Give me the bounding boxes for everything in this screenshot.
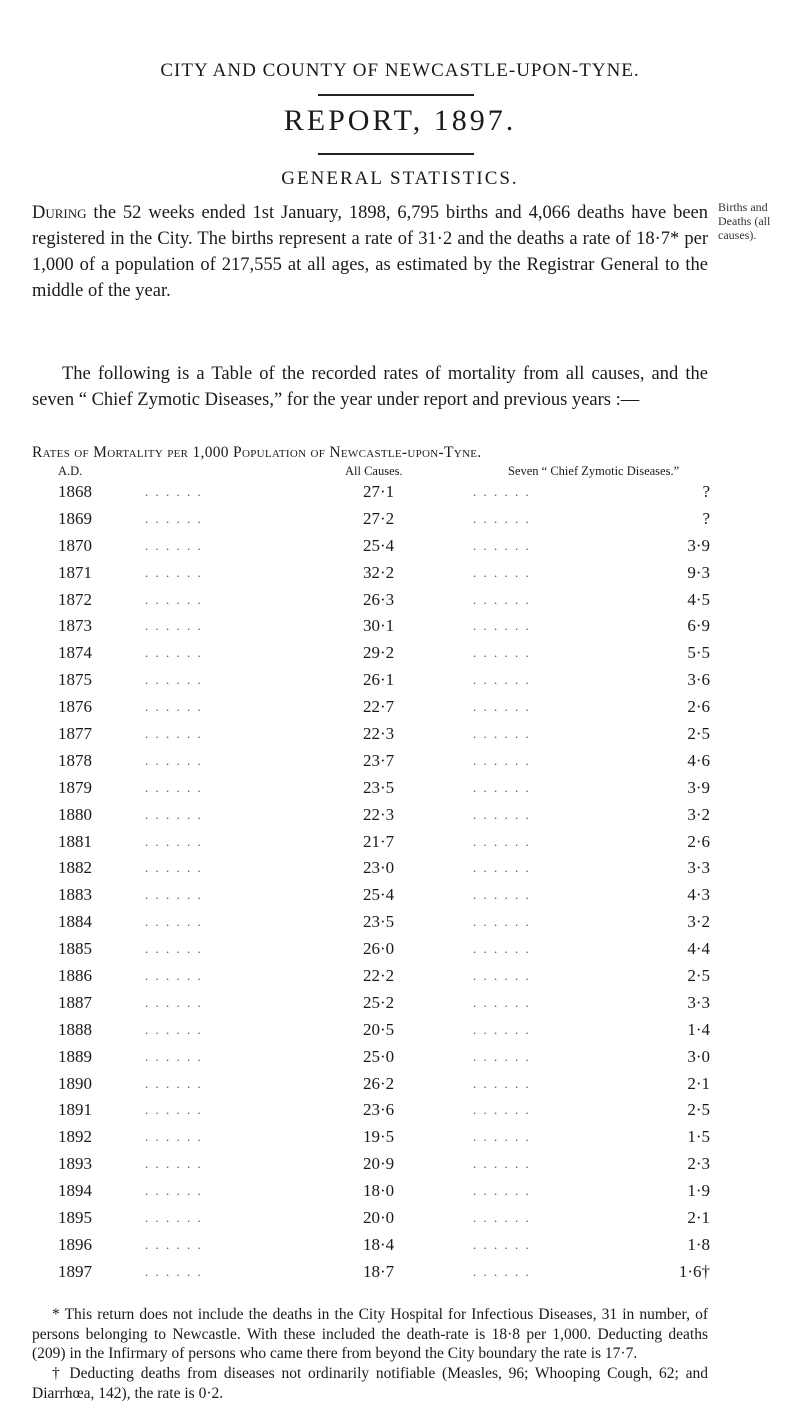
table-row: [0, 667, 800, 694]
leader-dots: . . . . . .: [145, 726, 203, 742]
leader-dots: . . . . . .: [145, 887, 203, 903]
all-causes-cell: 22·7: [363, 697, 395, 717]
zymotic-cell: 9·3: [687, 562, 710, 582]
year-cell: 1888: [58, 1019, 92, 1039]
leader-dots: . . . . . .: [473, 779, 531, 795]
title-rule-bottom: [318, 153, 474, 155]
year-cell: 1875: [58, 670, 92, 690]
table-row: [0, 802, 800, 829]
leader-dots: . . . . . .: [473, 1075, 531, 1091]
leader-dots: . . . . . .: [145, 1021, 203, 1037]
zymotic-cell: 1·8: [687, 1234, 710, 1254]
leader-dots: . . . . . .: [145, 537, 203, 553]
leader-dots: . . . . . .: [473, 806, 531, 822]
table-row: [0, 587, 800, 614]
leader-dots: . . . . . .: [473, 726, 531, 742]
year-cell: 1892: [58, 1127, 92, 1147]
all-causes-cell: 20·5: [363, 1019, 395, 1039]
leader-dots: . . . . . .: [473, 941, 531, 957]
year-cell: 1893: [58, 1154, 92, 1174]
year-cell: 1883: [58, 885, 92, 905]
leader-dots: . . . . . .: [473, 914, 531, 930]
table-row: [0, 1097, 800, 1124]
zymotic-cell: 2·1: [687, 1073, 710, 1093]
zymotic-cell: 3·3: [687, 992, 710, 1012]
table-row: [0, 640, 800, 667]
table-row: [0, 1044, 800, 1071]
zymotic-cell: 3·2: [687, 804, 710, 824]
zymotic-cell: 3·9: [687, 777, 710, 797]
leader-dots: . . . . . .: [145, 941, 203, 957]
zymotic-cell: 2·3: [687, 1154, 710, 1174]
leader-dots: . . . . . .: [145, 564, 203, 580]
paragraph-births-deaths: [32, 200, 708, 304]
year-cell: 1889: [58, 1046, 92, 1066]
leader-dots: . . . . . .: [473, 618, 531, 634]
leader-dots: . . . . . .: [145, 1075, 203, 1091]
all-causes-cell: 25·4: [363, 535, 395, 555]
all-causes-cell: 27·1: [363, 482, 395, 501]
leader-dots: . . . . . .: [473, 537, 531, 553]
table-heading: Rates of Mortality per 1,000 Population of Newcastle-upon-Tyne.: [32, 444, 482, 461]
leader-dots: . . . . . .: [473, 699, 531, 715]
table-row: [0, 1178, 800, 1205]
year-cell: 1882: [58, 858, 92, 878]
table-row: [0, 829, 800, 856]
year-cell: 1885: [58, 939, 92, 959]
all-causes-cell: 23·7: [363, 750, 395, 770]
all-causes-cell: 26·1: [363, 670, 395, 690]
all-causes-cell: 18·4: [363, 1234, 395, 1254]
all-causes-cell: 25·0: [363, 1046, 395, 1066]
table-row: [0, 560, 800, 587]
table-row: [0, 506, 800, 533]
year-cell: 1877: [58, 724, 92, 744]
table-row: [0, 855, 800, 882]
leader-dots: . . . . . .: [145, 779, 203, 795]
all-causes-cell: 29·2: [363, 643, 395, 663]
zymotic-cell: 2·5: [687, 1100, 710, 1120]
paragraph-body: the 52 weeks ended 1st January, 1898, 6,795 births and 4,066 deaths have been registered in the City. The births represent a rate of 31·2 and the deaths a rate of 18·7* per 1,000 of a population of 217,555 at all ages, as estimated by the Registrar General to the middle of the year.: [32, 203, 708, 301]
all-causes-cell: 23·0: [363, 858, 395, 878]
table-row: [0, 479, 800, 506]
table-row: [0, 694, 800, 721]
leader-dots: . . . . . .: [145, 833, 203, 849]
table-row: [0, 1205, 800, 1232]
year-cell: 1897: [58, 1261, 92, 1281]
title-rule-top: [318, 94, 474, 96]
year-cell: 1879: [58, 777, 92, 797]
leader-dots: . . . . . .: [473, 1183, 531, 1199]
leader-dots: . . . . . .: [145, 1102, 203, 1118]
zymotic-cell: 2·1: [687, 1208, 710, 1228]
table-row: [0, 909, 800, 936]
zymotic-cell: ?: [702, 508, 710, 528]
footnote-dagger: † Deducting deaths from diseases not ordinarily notifiable (Measles, 96; Whooping Cough, 62; and Diarrhœa, 142), the rate is 0·2.: [32, 1365, 708, 1402]
leader-dots: . . . . . .: [473, 1102, 531, 1118]
table-row: [0, 936, 800, 963]
year-cell: 1873: [58, 616, 92, 636]
leader-dots: . . . . . .: [473, 887, 531, 903]
all-causes-cell: 23·6: [363, 1100, 395, 1120]
leader-dots: . . . . . .: [473, 860, 531, 876]
year-cell: 1870: [58, 535, 92, 555]
all-causes-cell: 18·0: [363, 1181, 395, 1201]
leader-dots: . . . . . .: [145, 1210, 203, 1226]
year-cell: 1890: [58, 1073, 92, 1093]
leader-dots: . . . . . .: [473, 1129, 531, 1145]
leader-dots: . . . . . .: [145, 914, 203, 930]
leader-dots: . . . . . .: [145, 860, 203, 876]
zymotic-cell: 3·2: [687, 912, 710, 932]
year-cell: 1880: [58, 804, 92, 824]
year-cell: 1884: [58, 912, 92, 932]
all-causes-cell: 32·2: [363, 562, 395, 582]
table-row: [0, 1232, 800, 1259]
leader-dots: . . . . . .: [145, 806, 203, 822]
column-header-zymotic: Seven “ Chief Zymotic Diseases.”: [508, 464, 680, 478]
all-causes-cell: 22·2: [363, 966, 395, 986]
section-title: GENERAL STATISTICS.: [281, 168, 519, 189]
table-row: [0, 748, 800, 775]
leader-dots: . . . . . .: [473, 994, 531, 1010]
all-causes-cell: 20·9: [363, 1154, 395, 1174]
leader-dots: . . . . . .: [473, 1210, 531, 1226]
leader-dots: . . . . . .: [145, 968, 203, 984]
leader-dots: . . . . . .: [145, 994, 203, 1010]
zymotic-cell: 2·6: [687, 697, 710, 717]
zymotic-cell: 4·6: [687, 750, 710, 770]
all-causes-cell: 23·5: [363, 777, 395, 797]
zymotic-cell: 5·5: [687, 643, 710, 663]
all-causes-cell: 22·3: [363, 724, 395, 744]
zymotic-cell: 1·5: [687, 1127, 710, 1147]
zymotic-cell: 1·6†: [678, 1261, 710, 1281]
leader-dots: . . . . . .: [145, 1263, 203, 1279]
leader-dots: . . . . . .: [145, 1048, 203, 1064]
footnote-star: * This return does not include the deaths in the City Hospital for Infectious Diseases, 31 in number, of persons belonging to Newcastle. With these included the death-rate is 18·8 per 1,000. Deducting deaths (209) in the Infirmary of persons who came there from beyond the City boundary the rate is 17·7.: [32, 1306, 708, 1362]
leader-dots: . . . . . .: [473, 672, 531, 688]
leader-dots: . . . . . .: [145, 1236, 203, 1252]
zymotic-cell: 3·6: [687, 670, 710, 690]
all-causes-cell: 30·1: [363, 616, 395, 636]
zymotic-cell: 1·4: [687, 1019, 710, 1039]
table-row: [0, 882, 800, 909]
leader-dots: . . . . . .: [145, 1183, 203, 1199]
year-cell: 1868: [58, 482, 92, 501]
leader-dots: . . . . . .: [473, 564, 531, 580]
leader-dots: . . . . . .: [145, 699, 203, 715]
leader-dots: . . . . . .: [145, 645, 203, 661]
zymotic-cell: ?: [702, 482, 710, 501]
leader-dots: . . . . . .: [473, 591, 531, 607]
year-cell: 1874: [58, 643, 92, 663]
leader-dots: . . . . . .: [145, 618, 203, 634]
zymotic-cell: 6·9: [687, 616, 710, 636]
margin-note: Births and Deaths (all causes).: [718, 200, 771, 242]
table-row: [0, 1151, 800, 1178]
all-causes-cell: 26·2: [363, 1073, 395, 1093]
table-row: [0, 1017, 800, 1044]
zymotic-cell: 3·9: [687, 535, 710, 555]
zymotic-cell: 3·3: [687, 858, 710, 878]
year-cell: 1887: [58, 992, 92, 1012]
all-causes-cell: 26·0: [363, 939, 395, 959]
all-causes-cell: 20·0: [363, 1208, 395, 1228]
mortality-table: [0, 479, 800, 1286]
leader-dots: . . . . . .: [145, 672, 203, 688]
year-cell: 1895: [58, 1208, 92, 1228]
all-causes-cell: 25·4: [363, 885, 395, 905]
leader-dots: . . . . . .: [145, 1129, 203, 1145]
zymotic-cell: 2·6: [687, 831, 710, 851]
leader-dots: . . . . . .: [145, 510, 203, 526]
leader-dots: . . . . . .: [473, 833, 531, 849]
year-cell: 1886: [58, 966, 92, 986]
all-causes-cell: 26·3: [363, 589, 395, 609]
table-row: [0, 533, 800, 560]
all-causes-cell: 25·2: [363, 992, 395, 1012]
table-row: [0, 1259, 800, 1286]
table-row: [0, 613, 800, 640]
table-row: [0, 1124, 800, 1151]
leader-dots: . . . . . .: [145, 1156, 203, 1172]
zymotic-cell: 1·9: [687, 1181, 710, 1201]
leader-dots: . . . . . .: [145, 591, 203, 607]
all-causes-cell: 18·7: [363, 1261, 395, 1281]
all-causes-cell: 19·5: [363, 1127, 395, 1147]
leader-dots: . . . . . .: [473, 484, 531, 499]
year-cell: 1894: [58, 1181, 92, 1201]
all-causes-cell: 22·3: [363, 804, 395, 824]
leader-dots: . . . . . .: [473, 1021, 531, 1037]
paragraph-table-intro: The following is a Table of the recorded rates of mortality from all causes, and the seven “ Chief Zymotic Diseases,” for the year under report and previous years :—: [32, 364, 708, 410]
leader-dots: . . . . . .: [473, 1236, 531, 1252]
year-cell: 1881: [58, 831, 92, 851]
all-causes-cell: 27·2: [363, 508, 395, 528]
year-cell: 1869: [58, 508, 92, 528]
city-title: CITY AND COUNTY OF NEWCASTLE-UPON-TYNE.: [160, 60, 640, 81]
column-header-year: A.D.: [58, 464, 83, 478]
zymotic-cell: 3·0: [687, 1046, 710, 1066]
leader-dots: . . . . . .: [473, 1156, 531, 1172]
leader-dots: . . . . . .: [473, 752, 531, 768]
table-row: [0, 990, 800, 1017]
all-causes-cell: 23·5: [363, 912, 395, 932]
zymotic-cell: 2·5: [687, 724, 710, 744]
leader-dots: . . . . . .: [145, 752, 203, 768]
year-cell: 1878: [58, 750, 92, 770]
report-title: REPORT, 1897.: [283, 104, 517, 137]
leader-dots: . . . . . .: [473, 510, 531, 526]
table-row: [0, 721, 800, 748]
year-cell: 1876: [58, 697, 92, 717]
leader-dots: . . . . . .: [473, 1048, 531, 1064]
year-cell: 1872: [58, 589, 92, 609]
year-cell: 1891: [58, 1100, 92, 1120]
table-row: [0, 775, 800, 802]
year-cell: 1896: [58, 1234, 92, 1254]
zymotic-cell: 4·5: [687, 589, 710, 609]
zymotic-cell: 4·4: [687, 939, 710, 959]
leader-dots: . . . . . .: [473, 645, 531, 661]
leader-dots: . . . . . .: [473, 1263, 531, 1279]
leader-dots: . . . . . .: [473, 968, 531, 984]
zymotic-cell: 4·3: [687, 885, 710, 905]
leader-dots: . . . . . .: [145, 484, 203, 499]
table-row: [0, 963, 800, 990]
paragraph-lead-word: During: [32, 203, 87, 223]
column-header-all-causes: All Causes.: [345, 464, 403, 478]
all-causes-cell: 21·7: [363, 831, 395, 851]
zymotic-cell: 2·5: [687, 966, 710, 986]
year-cell: 1871: [58, 562, 92, 582]
table-row: [0, 1071, 800, 1098]
